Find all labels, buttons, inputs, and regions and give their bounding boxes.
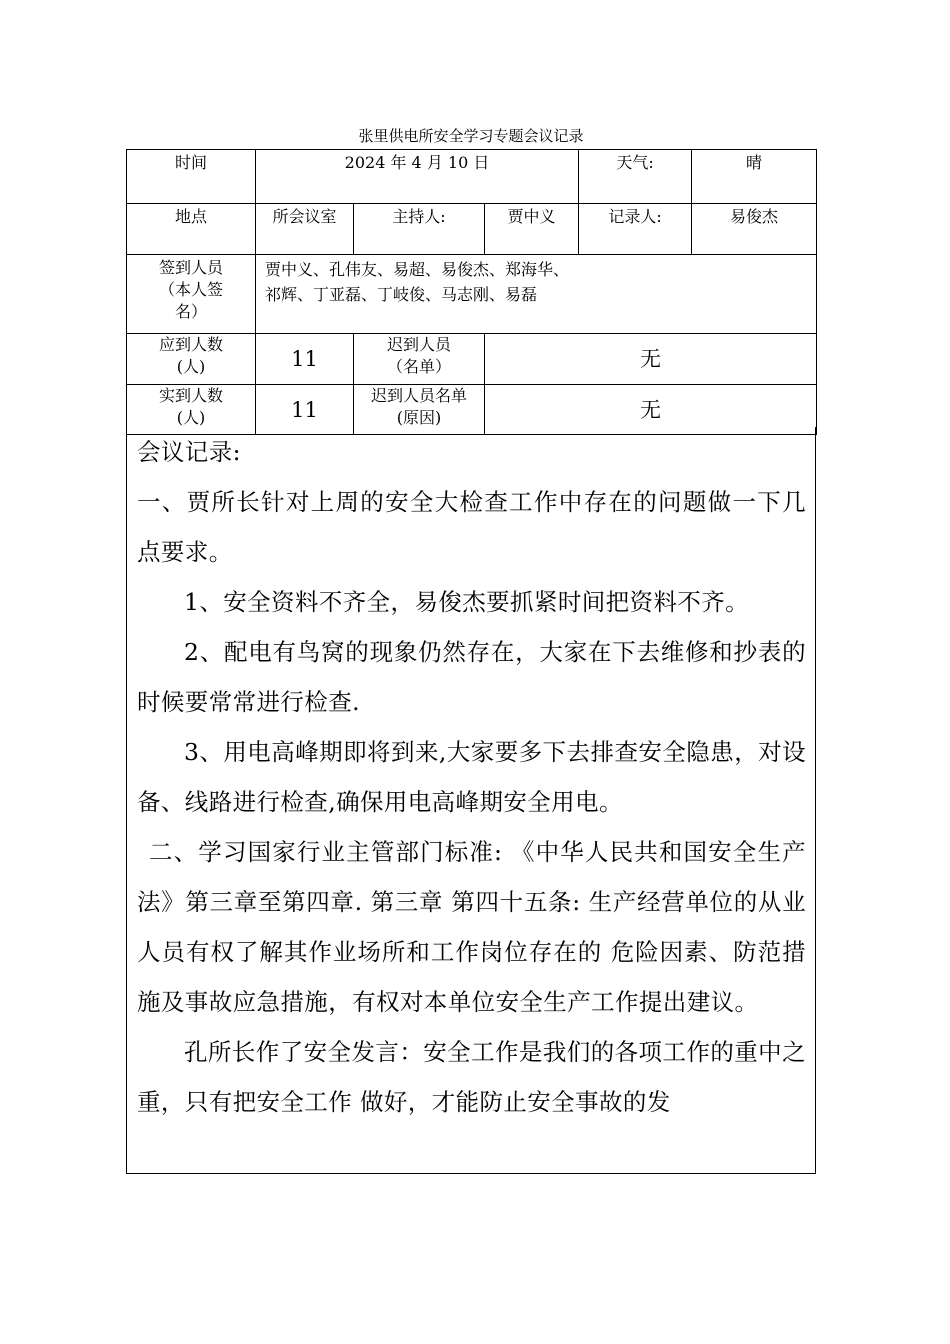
place-value: 所会议室 bbox=[256, 204, 354, 255]
weather-label: 天气: bbox=[579, 150, 692, 204]
time-label: 时间 bbox=[127, 150, 256, 204]
attendees-label bbox=[127, 255, 256, 334]
attendees-line-1: 贾中义、孔伟友、易超、易俊杰、郑海华、 bbox=[265, 260, 570, 279]
expected-count: 11 bbox=[256, 334, 354, 385]
minutes-paragraph-2: 1、安全资料不齐全，易俊杰要抓紧时间把资料不齐。 bbox=[184, 588, 750, 616]
row-expected bbox=[127, 334, 817, 385]
place-label: 地点 bbox=[127, 204, 256, 255]
meeting-info-table bbox=[126, 149, 817, 435]
attendees-list bbox=[256, 255, 817, 334]
actual-label-line-1: 实到人数 bbox=[158, 386, 223, 405]
expected-label-line-2: (人) bbox=[176, 357, 206, 376]
expected-label bbox=[127, 334, 256, 385]
actual-label-line-2: (人) bbox=[176, 408, 206, 427]
row-time bbox=[127, 150, 817, 204]
row-place bbox=[127, 204, 817, 255]
late-label bbox=[354, 334, 485, 385]
attendees-line-2: 祁辉、丁亚磊、丁岐俊、马志刚、易磊 bbox=[265, 285, 538, 304]
host-value: 贾中义 bbox=[485, 204, 579, 255]
late-reason-value: 无 bbox=[485, 385, 817, 435]
attendees-label-line-2: （本人签 bbox=[158, 280, 223, 299]
late-label-line-2: （名单） bbox=[386, 357, 451, 376]
row-attendees bbox=[127, 255, 817, 334]
document-title: 张里供电所安全学习专题会议记录 bbox=[358, 127, 584, 145]
late-value: 无 bbox=[485, 334, 817, 385]
time-value: 2024 年 4 月 10 日 bbox=[256, 150, 579, 204]
meeting-minutes bbox=[126, 427, 816, 1174]
recorder-label: 记录人: bbox=[579, 204, 692, 255]
late-reason-label-line-1: 迟到人员名单 bbox=[370, 386, 467, 405]
late-label-line-1: 迟到人员 bbox=[386, 335, 451, 354]
host-label: 主持人: bbox=[354, 204, 485, 255]
minutes-paragraph-1: 一、贾所长针对上周的安全大检查工作中存在的问题做一下几点要求。 bbox=[137, 488, 806, 566]
minutes-paragraph-4: 3、用电高峰期即将到来,大家要多下去排查安全隐患，对设备、线路进行检查,确保用电高峰期安全用电。 bbox=[137, 738, 806, 816]
attendees-label-line-3: 名） bbox=[174, 302, 207, 321]
minutes-paragraph-3: 2、配电有鸟窝的现象仍然存在，大家在下去维修和抄表的时候要常常进行检查. bbox=[137, 638, 806, 716]
actual-count: 11 bbox=[256, 385, 354, 435]
minutes-paragraph-6: 孔所长作了安全发言：安全工作是我们的各项工作的重中之重，只有把安全工作 做好，才能防止安全事故的发 bbox=[137, 1038, 806, 1116]
weather-value: 晴 bbox=[692, 150, 817, 204]
expected-label-line-1: 应到人数 bbox=[158, 335, 223, 354]
recorder-value: 易俊杰 bbox=[692, 204, 817, 255]
minutes-heading: 会议记录: bbox=[137, 438, 241, 466]
minutes-paragraph-5: 二、学习国家行业主管部门标准: 《中华人民共和国安全生产法》第三章至第四章. 第三章 第四十五条: 生产经营单位的从业人员有权了解其作业场所和工作岗位存在的 危险因素、防范措施及事故应急措施，有权对本单位安全生产工作提出建议。 bbox=[137, 838, 806, 1016]
late-reason-label-line-2: (原因) bbox=[396, 408, 442, 427]
attendees-label-line-1: 签到人员 bbox=[158, 258, 223, 277]
